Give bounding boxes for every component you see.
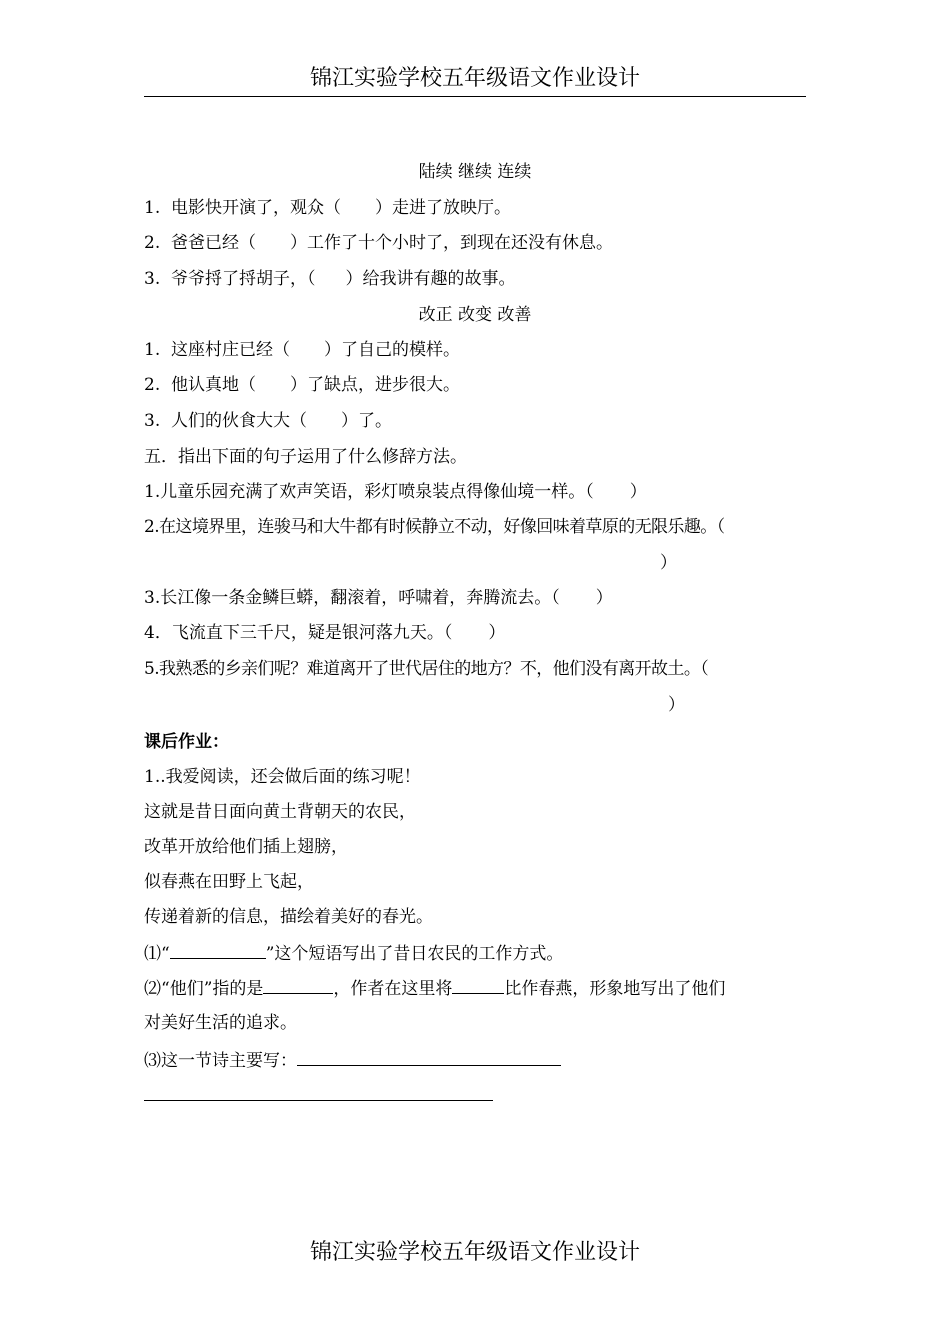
question-text-after: ）了自己的模样。: [324, 340, 461, 360]
word-options-2: 改正 改变 改善: [418, 305, 532, 325]
rhetoric-item-3: 3.长江像一条金鳞巨蟒，翻滚着，呼啸着，奔腾流去。（ ）: [144, 588, 613, 608]
question-row: [144, 339, 460, 361]
question-text-before: 他认真地（: [171, 375, 257, 395]
question-number: 1.: [144, 340, 161, 360]
poem-line: 这就是昔日面向黄土背朝天的农民，: [144, 802, 416, 822]
rhetoric-item-1: 1.儿童乐园充满了欢声笑语，彩灯喷泉装点得像仙境一样。（ ）: [144, 482, 647, 502]
question-row: [144, 410, 392, 432]
q1-answer-blank[interactable]: [170, 940, 266, 959]
rhetoric-item-5: 5.我熟悉的乡亲们呢？难道离开了世代居住的地方？不，他们没有离开故土。（: [144, 659, 709, 679]
homework-q2: ⑵“他们”指的是 ，作者在这里将 比作春燕，形象地写出了他们: [144, 975, 725, 1000]
q3-answer-blank[interactable]: [297, 1047, 561, 1066]
q2-answer-blank-1[interactable]: [263, 975, 333, 994]
q2-answer-blank-2[interactable]: [452, 975, 504, 994]
question-text-after: ）走进了放映厅。: [375, 198, 512, 218]
question-number: 1.: [144, 198, 161, 218]
question-text-before: 人们的伙食大大（: [171, 411, 308, 431]
rhetoric-item-4: 4．飞流直下三千尺，疑是银河落九天。（ ）: [144, 623, 506, 643]
question-row: [144, 197, 511, 219]
rhetoric-item-5-close: ）: [668, 695, 685, 715]
question-number: 3.: [144, 411, 161, 431]
section-5-title: 五．指出下面的句子运用了什么修辞方法。: [144, 447, 467, 467]
homework-q1: ⑴“ ”这个短语写出了昔日农民的工作方式。: [144, 940, 563, 965]
question-text-before: 爷爷捋了捋胡子，（: [171, 269, 316, 289]
page-header: 锦江实验学校五年级语文作业设计: [144, 64, 806, 97]
homework-q2-cont: 对美好生活的追求。: [144, 1013, 297, 1033]
question-number: 3.: [144, 269, 161, 289]
question-row: [144, 232, 613, 254]
question-row: [144, 268, 516, 290]
question-text-after: ）工作了十个小时了，到现在还没有休息。: [290, 233, 614, 253]
poem-line: 传递着新的信息，描绘着美好的春光。: [144, 907, 433, 927]
question-text-before: 电影快开演了，观众（: [171, 198, 342, 218]
rhetoric-item-2-close: ）: [660, 553, 677, 573]
question-text-after: ）了缺点，进步很大。: [290, 375, 461, 395]
question-text-before: 爸爸已经（: [171, 233, 257, 253]
question-number: 2.: [144, 233, 161, 253]
question-text-after: ）给我讲有趣的故事。: [345, 269, 516, 289]
homework-intro: 1..我爱阅读，还会做后面的练习呢！: [144, 767, 421, 787]
page-footer: 锦江实验学校五年级语文作业设计: [309, 1240, 640, 1265]
q3-answer-line-2[interactable]: [144, 1100, 493, 1101]
poem-line: 似春燕在田野上飞起，: [144, 872, 314, 892]
homework-title: 课后作业：: [144, 732, 229, 752]
question-text-before: 这座村庄已经（: [171, 340, 291, 360]
question-row: [144, 374, 460, 396]
question-number: 2.: [144, 375, 161, 395]
question-text-after: ）了。: [341, 411, 393, 431]
word-options-1: 陆续 继续 连续: [418, 162, 532, 182]
rhetoric-item-2: 2.在这境界里，连骏马和大牛都有时候静立不动，好像回味着草原的无限乐趣。（: [144, 517, 725, 537]
poem-line: 改革开放给他们插上翅膀，: [144, 837, 348, 857]
homework-q3: ⑶这一节诗主要写：: [144, 1047, 561, 1072]
